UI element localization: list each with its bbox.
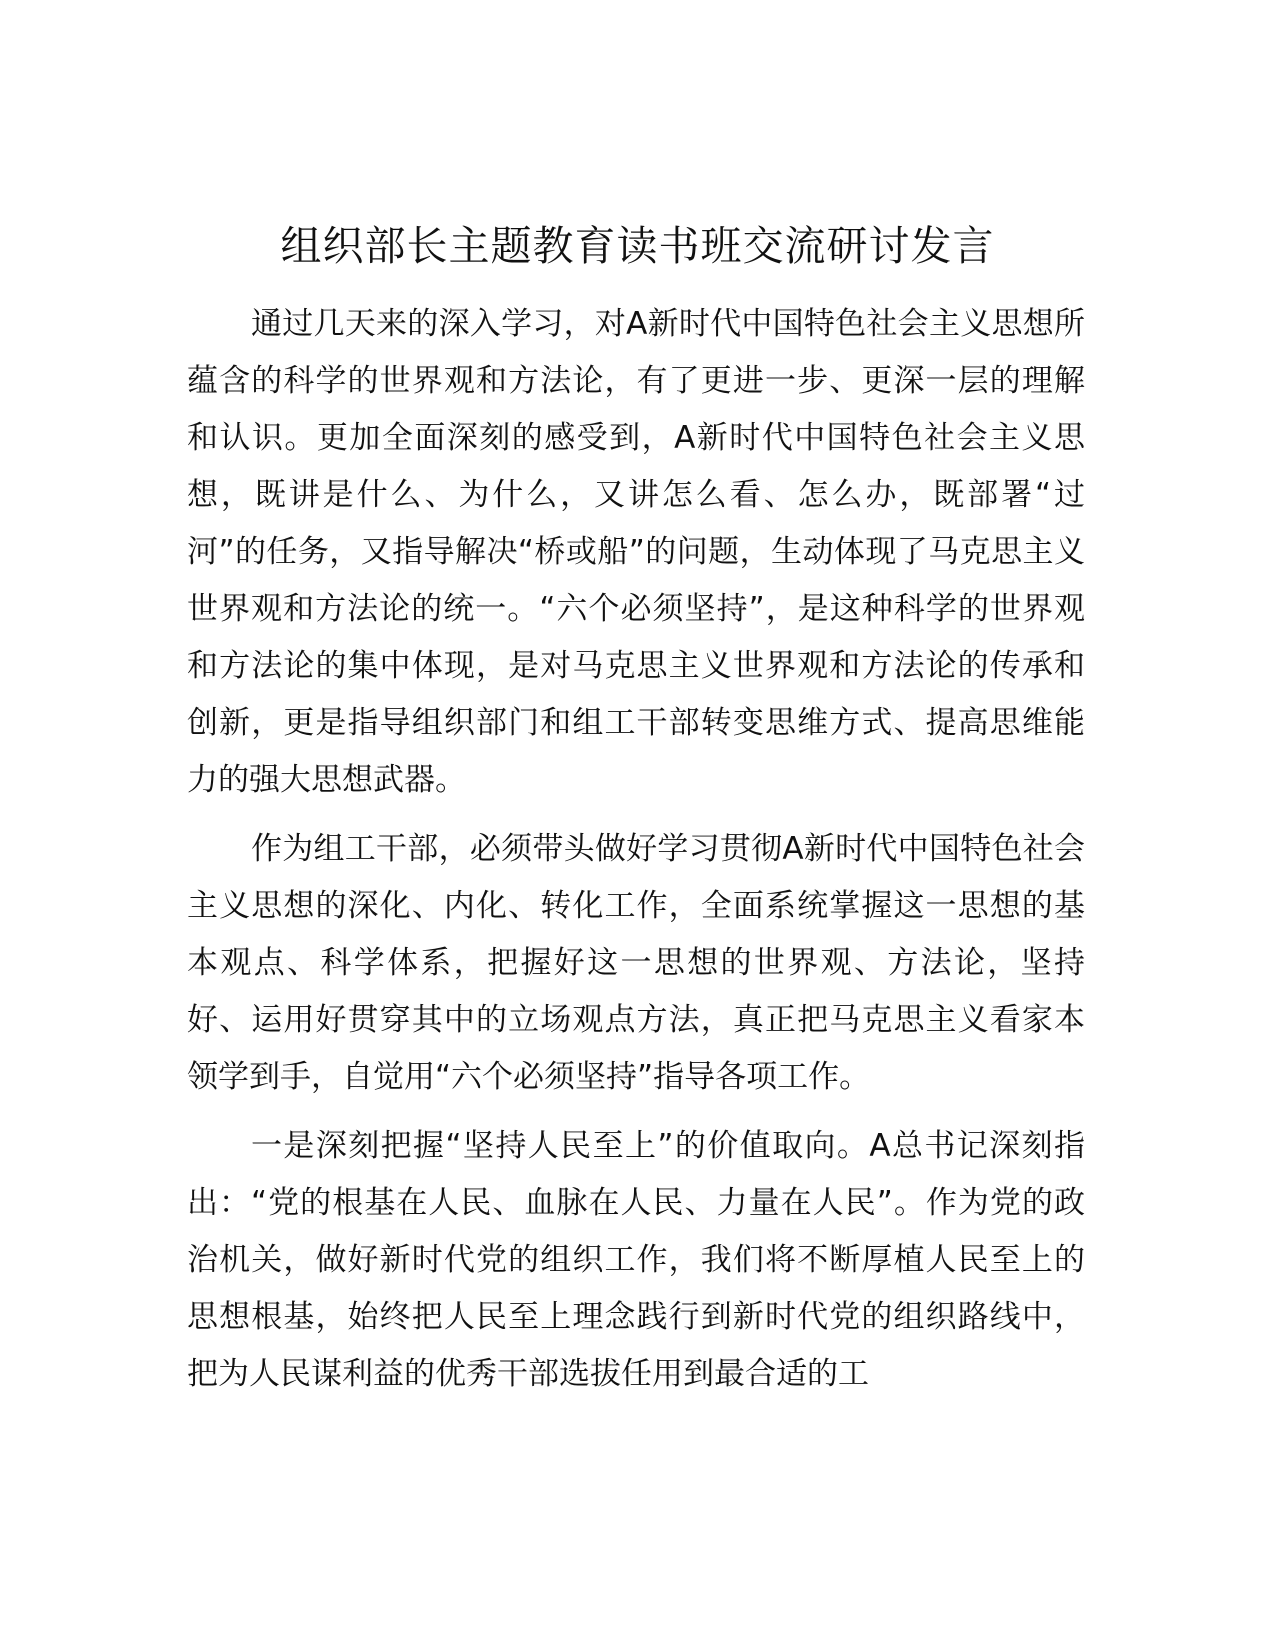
paragraph-people-first: 一是深刻把握“坚持人民至上”的价值取向。A总书记深刻指出：“党的根基在人民、血脉在人民、力量在人民”。作为党的政治机关，做好新时代党的组织工作，我们将不断厚植人民至上的思想根基，始终把人民至上理念践行到新时代党的组织路线中，把为人民谋利益的优秀干部选拔任用到最合适的工 xyxy=(187,1128,1085,1392)
document-title: 组织部长主题教育读书班交流研讨发言 xyxy=(280,222,995,270)
paragraph-cadre-duty: 作为组工干部，必须带头做好学习贯彻A新时代中国特色社会主义思想的深化、内化、转化工作，全面系统掌握这一思想的基本观点、科学体系，把握好这一思想的世界观、方法论，坚持好、运用好贯穿其中的立场观点方法，真正把马克思主义看家本领学到手，自觉用“六个必须坚持”指导各项工作。 xyxy=(187,831,1085,1095)
paragraph-intro: 通过几天来的深入学习，对A新时代中国特色社会主义思想所蕴含的科学的世界观和方法论，有了更进一步、更深一层的理解和认识。更加全面深刻的感受到，A新时代中国特色社会主义思想，既讲是什么、为什么，又讲怎么看、怎么办，既部署“过河”的任务，又指导解决“桥或船”的问题，生动体现了马克思主义世界观和方法论的统一。“六个必须坚持”，是这种科学的世界观和方法论的集中体现，是对马克思主义世界观和方法论的传承和创新，更是指导组织部门和组工干部转变思维方式、提高思维能力的强大思想武器。 xyxy=(187,306,1085,798)
document-body xyxy=(187,296,1085,1415)
